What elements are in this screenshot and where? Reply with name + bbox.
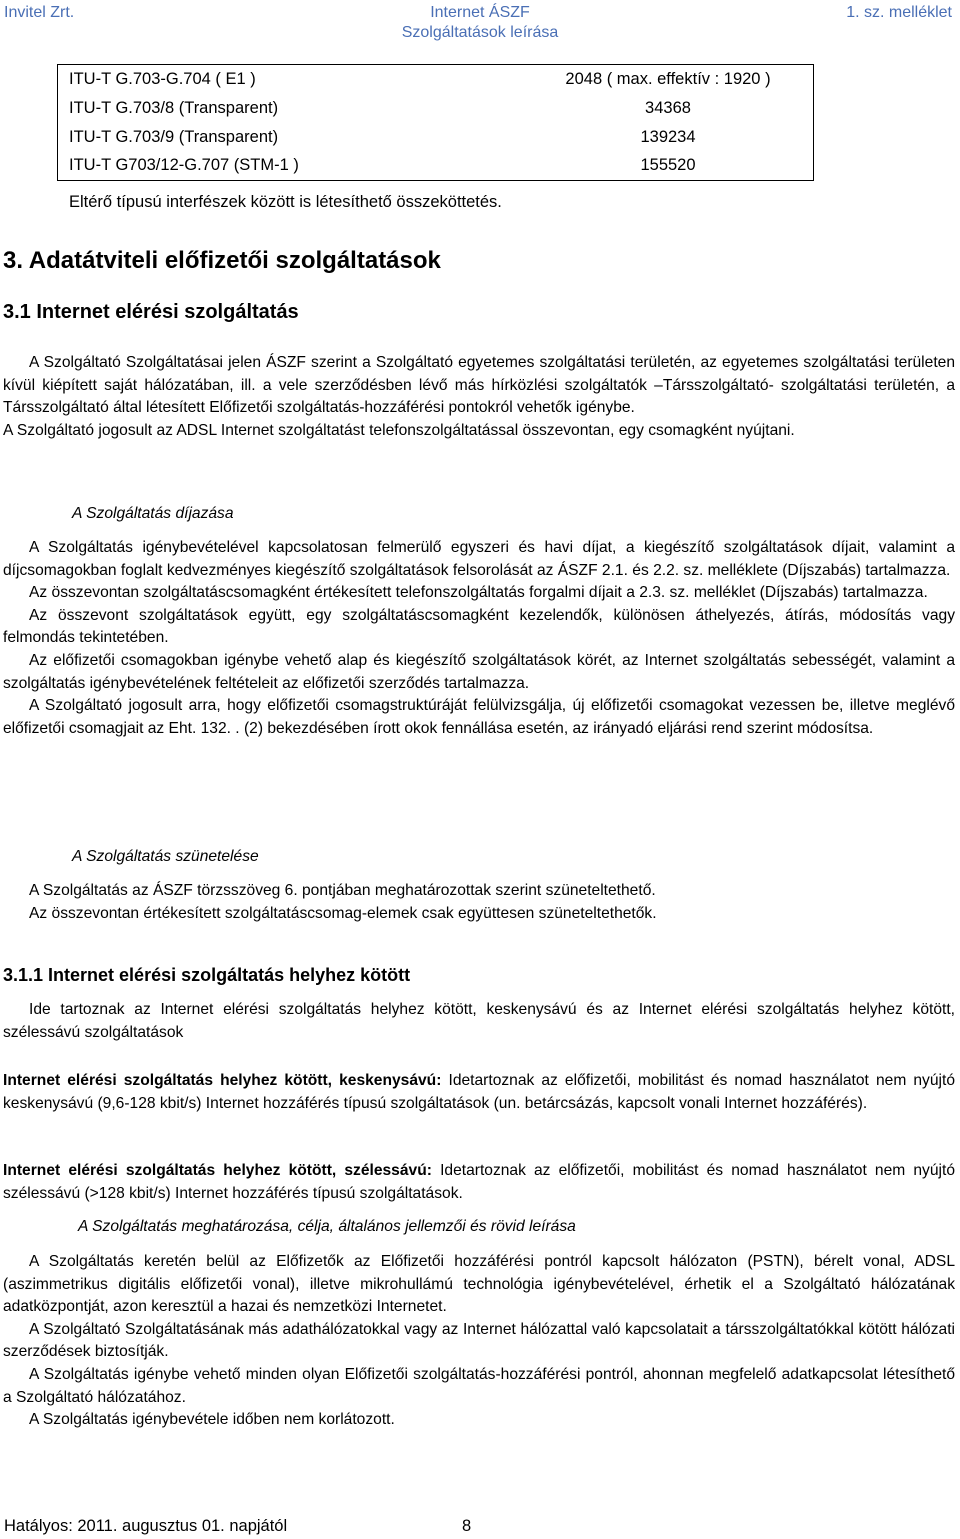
section-3-1-body bbox=[3, 352, 955, 442]
header-annex: 1. sz. melléklet bbox=[846, 4, 952, 21]
table-row bbox=[58, 65, 813, 94]
paragraph: A Szolgáltató Szolgáltatásai jelen ÁSZF szerint a Szolgáltató egyetemes szolgáltatási területén, az egyetemes szolgáltatási területen kívül kiépített saját hálózatában, ill. a vele szerződésben lévő más hírközlési szolgáltatók –Társszolgáltató- szolgáltatási területén, a Társszolgáltató által létesített Előfizetői szolgáltatás-hozzáférési pontokról vehetők igénybe. bbox=[3, 354, 955, 417]
header-document-title bbox=[0, 3, 960, 43]
definition-body bbox=[3, 1251, 955, 1432]
interface-rate: 155520 bbox=[640, 156, 696, 175]
narrowband-definition bbox=[3, 1070, 955, 1115]
table-row bbox=[58, 151, 813, 180]
paragraph: A Szolgáltatás igénybevételével kapcsolatosan felmerülő egyszeri és havi díjat, a kiegészítő szolgáltatások díjait, valamint a díjcsomagokban foglalt kedvezményes kiegészítő szolgáltatások felsorolását az ÁSZF 2.1. és 2.2. sz. melléklete (Díjszabás) tartalmazza. bbox=[3, 539, 955, 579]
broadband-label: Internet elérési szolgáltatás helyhez kötött, szélessávú: bbox=[3, 1162, 432, 1179]
broadband-definition bbox=[3, 1160, 955, 1205]
interface-name: ITU-T G.703-G.704 ( E1 ) bbox=[69, 70, 256, 88]
table-note: Eltérő típusú interfészek között is létesíthető összeköttetés. bbox=[69, 193, 502, 211]
paragraph: Az összevontan szolgáltatáscsomagként értékesített telefonszolgáltatás forgalmi díjait a 2.3. sz. melléklet (Díjszabás) tartalmazza. bbox=[29, 584, 928, 602]
section-3-1-1-heading: 3.1.1 Internet elérési szolgáltatás helyhez kötött bbox=[3, 965, 411, 985]
footer-validity: Hatályos: 2011. augusztus 01. napjától bbox=[4, 1517, 288, 1535]
section-3-heading: 3. Adatátviteli előfizetői szolgáltatások bbox=[3, 247, 441, 274]
paragraph: A Szolgáltató jogosult arra, hogy előfizetői csomagstruktúráját felülvizsgálja, új előfizetői csomagokat vezessen be, illetve meglévő előfizetői csomagjait az Eht. 132. . (2) bekezdésében írott okok fennállása esetén, az irányadó eljárási rend szerint módosítsa. bbox=[3, 697, 955, 737]
paragraph: Az összevont szolgáltatások együtt, egy szolgáltatáscsomagként kezelendők, különösen áthelyezés, átírás, módosítás vagy felmondás tekintetében. bbox=[3, 606, 955, 647]
definition-subheading: A Szolgáltatás meghatározása, célja, általános jellemzői és rövid leírása bbox=[78, 1218, 576, 1235]
page-number: 8 bbox=[462, 1517, 472, 1535]
header-company: Invitel Zrt. bbox=[4, 4, 75, 21]
pricing-body bbox=[3, 537, 955, 740]
interface-table bbox=[57, 64, 814, 181]
interface-name: ITU-T G703/12-G.707 (STM-1 ) bbox=[69, 156, 299, 175]
paragraph: A Szolgáltatás igénybevétele időben nem korlátozott. bbox=[29, 1411, 395, 1429]
paragraph: A Szolgáltatás az ÁSZF törzsszöveg 6. pontjában meghatározottak szerint szüneteltethető. bbox=[29, 882, 656, 899]
table-row bbox=[58, 123, 813, 152]
interface-rate: 139234 bbox=[640, 127, 696, 146]
broadband-text: Idetartoznak az előfizetői, mobilitást és nomad használatot nem nyújtó szélessávú (>128 kbit/s) Internet hozzáférés típusú szolgáltatások. bbox=[3, 1162, 955, 1202]
paragraph: A Szolgáltató Szolgáltatásának más adathálózatokkal vagy az Internet hálózattal való kapcsolatait a társszolgáltatókkal kötött hálózati szerződések biztosítják. bbox=[3, 1320, 955, 1361]
narrowband-text: Idetartoznak az előfizetői, mobilitást és nomad használatot nem nyújtó keskenysávú (9,6-128 kbit/s) Internet hozzáférés típusú szolgáltatások (un. betárcsázás, kapcsolt vonali Internet hozzáférés). bbox=[3, 1072, 955, 1112]
interface-name: ITU-T G.703/9 (Transparent) bbox=[69, 127, 279, 146]
paragraph bbox=[3, 1070, 955, 1115]
paragraph bbox=[3, 1160, 955, 1205]
paragraph: A Szolgáltatás keretén belül az Előfizetők az Előfizetői hozzáférési pontról kapcsolt hálózaton (PSTN), bérelt vonal, ADSL (aszimmetrikus digitális előfizetői vonal), illetve mikrohullámú technológia igénybevételével, érhetik el a Szolgáltató hálózatának adatközpontját, azon keresztül a hazai és nemzetközi Internetet. bbox=[3, 1253, 955, 1316]
section-3-1-1-intro bbox=[3, 999, 955, 1044]
suspension-body bbox=[3, 880, 955, 925]
narrowband-label: Internet elérési szolgáltatás helyhez kötött, keskenysávú: bbox=[3, 1072, 442, 1089]
table-row bbox=[58, 94, 813, 123]
header-title-line1: Internet ÁSZF bbox=[430, 4, 530, 21]
interface-rate: 34368 bbox=[645, 98, 691, 117]
paragraph: Az előfizetői csomagokban igénybe vehető alap és kiegészítő szolgáltatások körét, az Internet szolgáltatás sebességét, valamint a szolgáltatás igénybevételének feltételeit az előfizetői szerződés tartalmazza. bbox=[3, 651, 955, 692]
paragraph: Ide tartoznak az Internet elérési szolgáltatás helyhez kötött, keskenysávú és az Internet elérési szolgáltatás helyhez kötött, szélessávú szolgáltatások bbox=[3, 1001, 955, 1041]
section-3-1-heading: 3.1 Internet elérési szolgáltatás bbox=[3, 301, 299, 323]
paragraph: Az összevontan értékesített szolgáltatáscsomag-elemek csak együttesen szüneteltethetők. bbox=[29, 904, 657, 922]
paragraph: A Szolgáltatás igénybe vehető minden olyan Előfizetői szolgáltatás-hozzáférési pontról, ahonnan megfelelő adatkapcsolat létesíthető a Szolgáltató hálózatához. bbox=[3, 1365, 955, 1406]
paragraph: A Szolgáltató jogosult az ADSL Internet szolgáltatást telefonszolgáltatással összevontan, egy csomagként nyújtani. bbox=[3, 421, 795, 439]
header-title-line2: Szolgáltatások leírása bbox=[401, 24, 559, 41]
interface-rate: 2048 ( max. effektív : 1920 ) bbox=[565, 70, 771, 88]
pricing-subheading: A Szolgáltatás díjazása bbox=[72, 505, 234, 522]
suspension-subheading: A Szolgáltatás szünetelése bbox=[72, 848, 259, 865]
interface-name: ITU-T G.703/8 (Transparent) bbox=[69, 98, 279, 117]
